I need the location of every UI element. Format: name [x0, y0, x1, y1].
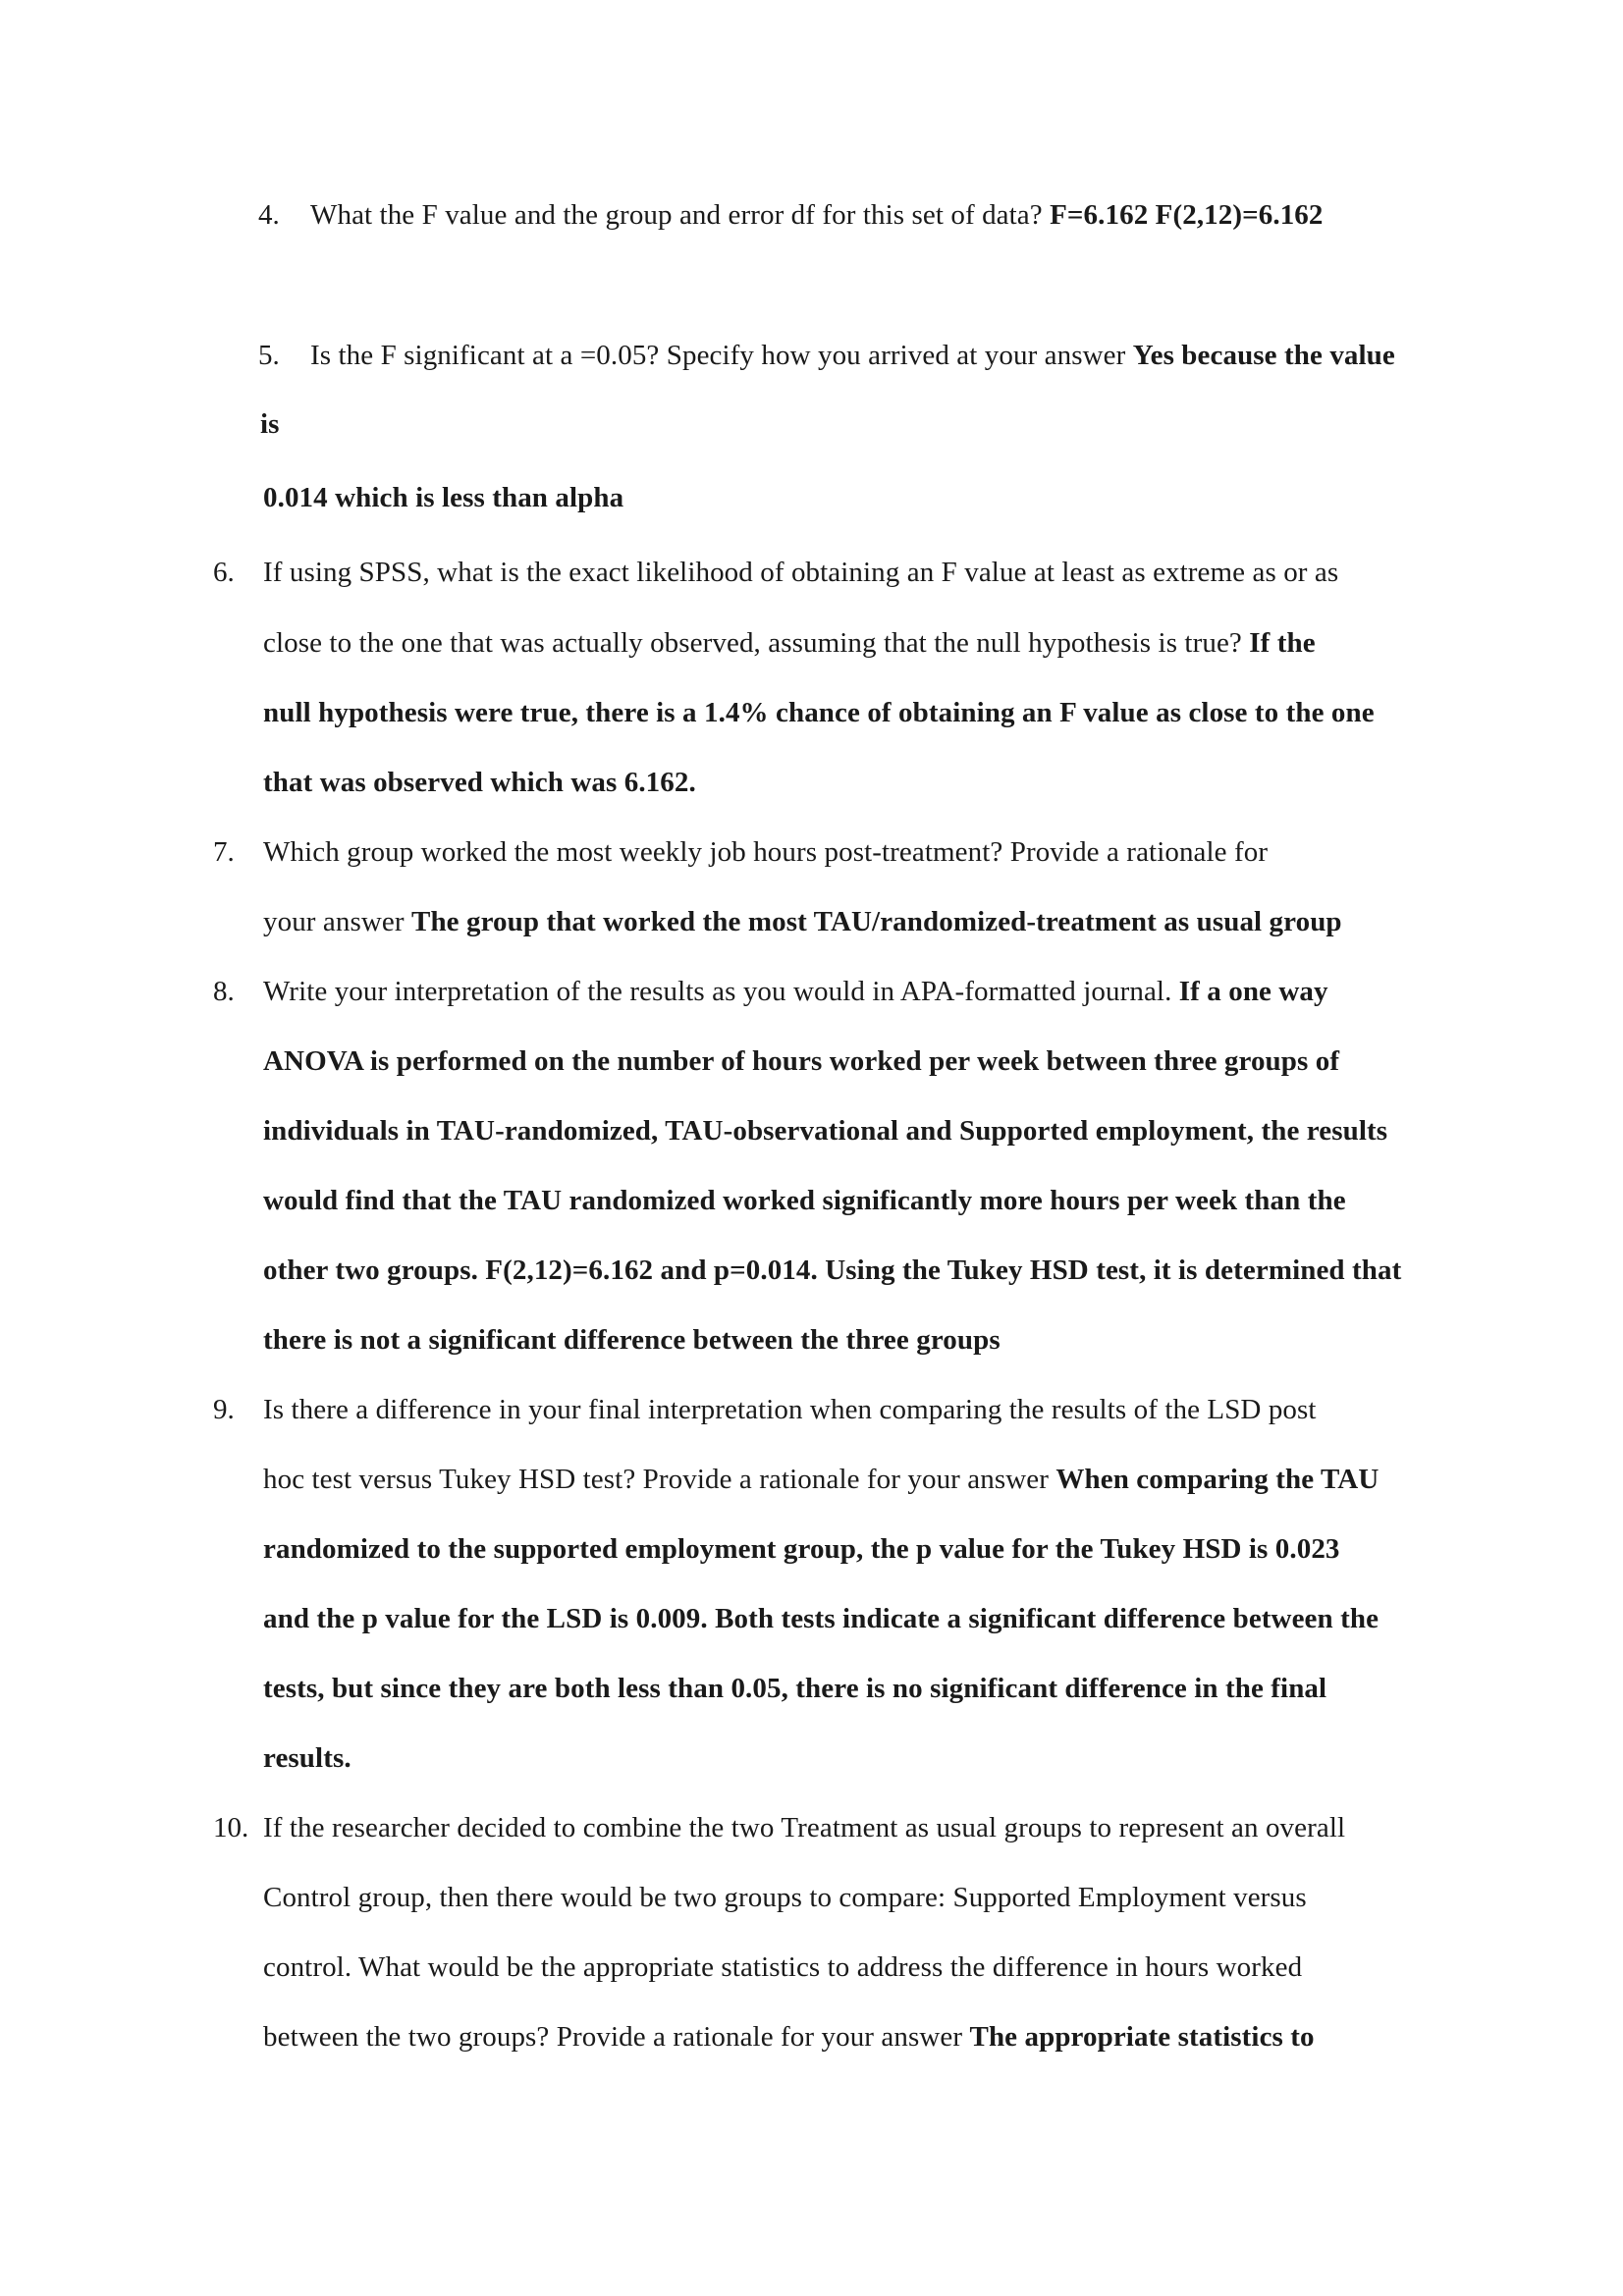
answer-text: When comparing the TAU	[1055, 1464, 1380, 1495]
answer-line	[263, 1671, 1326, 1706]
question-number: 4.	[258, 199, 280, 231]
question-number: 10.	[213, 1812, 249, 1843]
answer-text: The appropriate statistics to	[969, 2021, 1315, 2053]
answer-line	[263, 1043, 1339, 1079]
answer-text: would find that the TAU randomized worked significantly more hours per week than the	[263, 1185, 1346, 1216]
question-line	[263, 2019, 1315, 2055]
answer-line	[263, 1531, 1340, 1567]
answer-line	[263, 1113, 1387, 1148]
question-number: 5.	[258, 340, 280, 371]
answer-text: 0.014 which is less than alpha	[263, 482, 624, 513]
answer-text: individuals in TAU-randomized, TAU-observational and Supported employment, the results	[263, 1115, 1388, 1147]
question-number: 6.	[213, 557, 235, 588]
question-text: Is there a difference in your final interpretation when comparing the results of the LSD post	[263, 1394, 1317, 1425]
question-text: If the researcher decided to combine the two Treatment as usual groups to represent an overall	[263, 1812, 1346, 1843]
answer-line	[263, 695, 1375, 730]
question-text: between the two groups? Provide a rationale for your answer	[263, 2021, 963, 2053]
answer-text: is	[260, 408, 280, 440]
question-text: hoc test versus Tukey HSD test? Provide a rationale for your answer	[263, 1464, 1050, 1495]
answer-line	[263, 1322, 1001, 1358]
answer-text: F=6.162 F(2,12)=6.162	[1050, 199, 1324, 231]
answer-text: If a one way	[1178, 976, 1328, 1007]
question-line	[310, 338, 1395, 373]
answer-text: If the	[1249, 627, 1316, 659]
answer-text: The group that worked the most TAU/randomized-treatment as usual group	[411, 906, 1342, 937]
question-number: 8.	[213, 976, 235, 1007]
answer-text: results.	[263, 1742, 352, 1774]
answer-text: and the p value for the LSD is 0.009. Both tests indicate a significant difference between the	[263, 1603, 1380, 1634]
answer-text: there is not a significant difference between the three groups	[263, 1324, 1001, 1356]
answer-line	[263, 1601, 1379, 1636]
question-text: If using SPSS, what is the exact likelihood of obtaining an F value at least as extreme as or as	[263, 557, 1339, 588]
question-line	[263, 904, 1342, 939]
question-text: What the F value and the group and error df for this set of data?	[310, 199, 1043, 231]
question-line	[263, 1462, 1379, 1497]
answer-line	[263, 480, 623, 515]
question-text: your answer	[263, 906, 405, 937]
answer-text: that was observed which was 6.162.	[263, 767, 696, 798]
answer-line	[263, 1740, 352, 1776]
answer-text: randomized to the supported employment group, the p value for the Tukey HSD is 0.023	[263, 1533, 1340, 1565]
question-line	[263, 974, 1328, 1009]
answer-text: other two groups. F(2,12)=6.162 and p=0.014. Using the Tukey HSD test, it is determined that	[263, 1255, 1402, 1286]
answer-text: null hypothesis were true, there is a 1.4% chance of obtaining an F value as close to the one	[263, 697, 1375, 728]
question-text: control. What would be the appropriate statistics to address the difference in hours worked	[263, 1951, 1303, 1983]
answer-line	[260, 406, 280, 442]
question-text: Control group, then there would be two groups to compare: Supported Employment versus	[263, 1882, 1307, 1913]
answer-text: Yes because the value	[1132, 340, 1395, 371]
answer-line	[263, 1183, 1346, 1218]
question-text: Which group worked the most weekly job hours post-treatment? Provide a rationale for	[263, 836, 1269, 868]
answer-line	[263, 765, 696, 800]
answer-text: ANOVA is performed on the number of hours worked per week between three groups of	[263, 1045, 1340, 1077]
question-text: Is the F significant at a =0.05? Specify how you arrived at your answer	[310, 340, 1126, 371]
question-number: 9.	[213, 1394, 235, 1425]
question-text: close to the one that was actually observed, assuming that the null hypothesis is true?	[263, 627, 1242, 659]
answer-line	[263, 1253, 1401, 1288]
question-line	[263, 625, 1316, 661]
question-number: 7.	[213, 836, 235, 868]
answer-text: tests, but since they are both less than 0.05, there is no significant difference in the final	[263, 1673, 1327, 1704]
question-text: Write your interpretation of the results as you would in APA-formatted journal.	[263, 976, 1172, 1007]
question-line	[310, 197, 1324, 233]
